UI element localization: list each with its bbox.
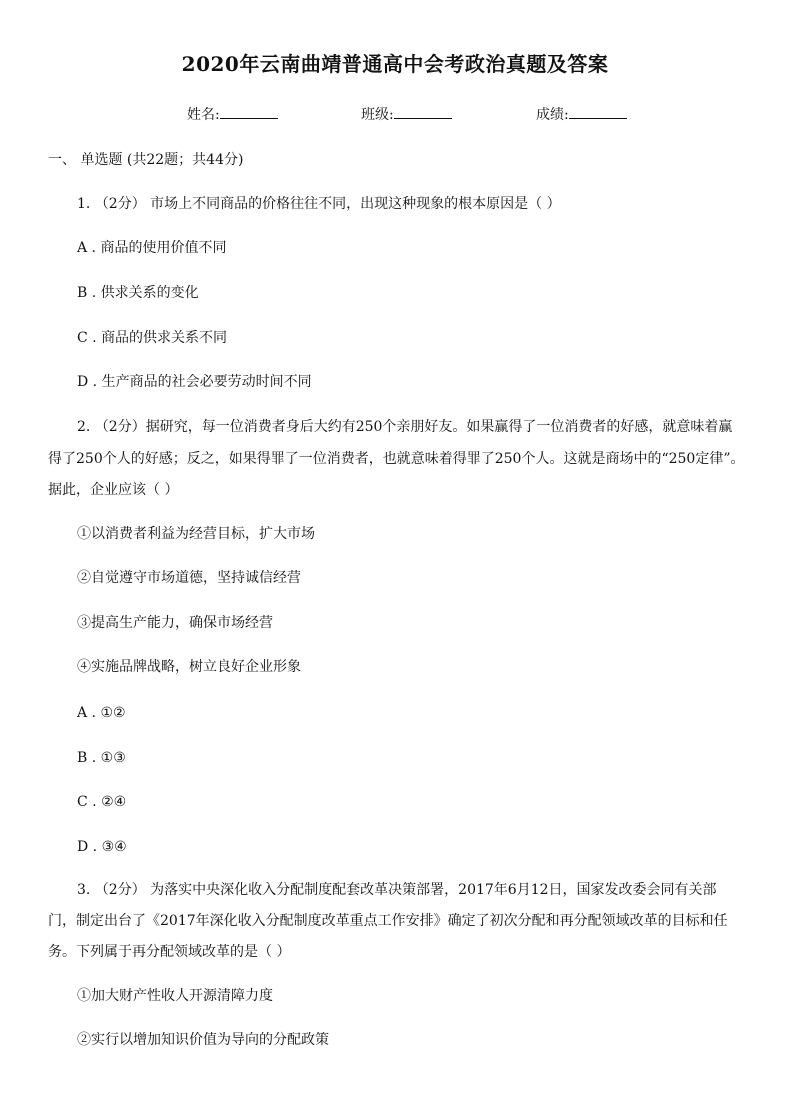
question-1-option-c: C . 商品的供求关系不同 <box>77 330 228 346</box>
question-1-option-b: B . 供求关系的变化 <box>77 285 199 301</box>
question-2-option-c: C . ②④ <box>77 794 127 810</box>
question-2-stem-line-3: 据此，企业应该（ ） <box>48 482 179 498</box>
question-2-stem-line-1: 2. （2分）据研究，每一位消费者身后大约有250个亲朋好友。如果赢得了一位消费者的好感，就意味着赢 <box>77 419 733 435</box>
section-heading: 一、 单选题 (共22题；共44分) <box>48 152 244 168</box>
question-2-statement-3: ③提高生产能力，确保市场经营 <box>77 615 273 631</box>
question-3-statement-2: ②实行以增加知识价值为导向的分配政策 <box>77 1032 329 1048</box>
question-2-statement-4: ④实施品牌战略，树立良好企业形象 <box>77 659 301 675</box>
question-3-stem-line-1: 3. （2分） 为落实中央深化收入分配制度配套改革决策部署，2017年6月12日，国家发改委会同有关部 <box>77 882 717 898</box>
score-field <box>536 104 627 124</box>
question-3-stem-line-3: 务。下列属于再分配领域改革的是（ ） <box>48 944 291 960</box>
class-label: 班级: <box>361 107 394 123</box>
question-2-statement-1: ①以消费者利益为经营目标，扩大市场 <box>77 526 315 542</box>
question-2-option-a: A . ①② <box>77 705 126 721</box>
question-2-statement-2: ②自觉遵守市场道德，坚持诚信经营 <box>77 570 301 586</box>
question-2-stem-line-2: 得了250个人的好感；反之，如果得罪了一位消费者，也就意味着得罪了250个人。这就是商场中的“250定律”。 <box>48 451 745 467</box>
question-1-option-d: D . 生产商品的社会必要劳动时间不同 <box>77 374 312 390</box>
name-label: 姓名: <box>187 107 220 123</box>
question-1-option-a: A . 商品的使用价值不同 <box>77 240 227 256</box>
score-label: 成绩: <box>536 107 569 123</box>
question-3-statement-1: ①加大财产性收人开源清障力度 <box>77 988 273 1004</box>
name-field <box>187 104 278 124</box>
class-field <box>361 104 452 124</box>
question-2-option-d: D . ③④ <box>77 839 127 855</box>
student-info-row <box>0 104 790 124</box>
name-blank <box>220 104 278 119</box>
score-blank <box>569 104 627 119</box>
page-title: 2020年云南曲靖普通高中会考政治真题及答案 <box>181 52 609 76</box>
class-blank <box>394 104 452 119</box>
question-1-stem: 1. （2分） 市场上不同商品的价格往往不同，出现这种现象的根本原因是（ ） <box>77 196 561 212</box>
question-2-option-b: B . ①③ <box>77 750 126 766</box>
question-3-stem-line-2: 门，制定出台了《2017年深化收入分配制度改革重点工作安排》确定了初次分配和再分配领域改革的目标和任 <box>48 913 728 929</box>
